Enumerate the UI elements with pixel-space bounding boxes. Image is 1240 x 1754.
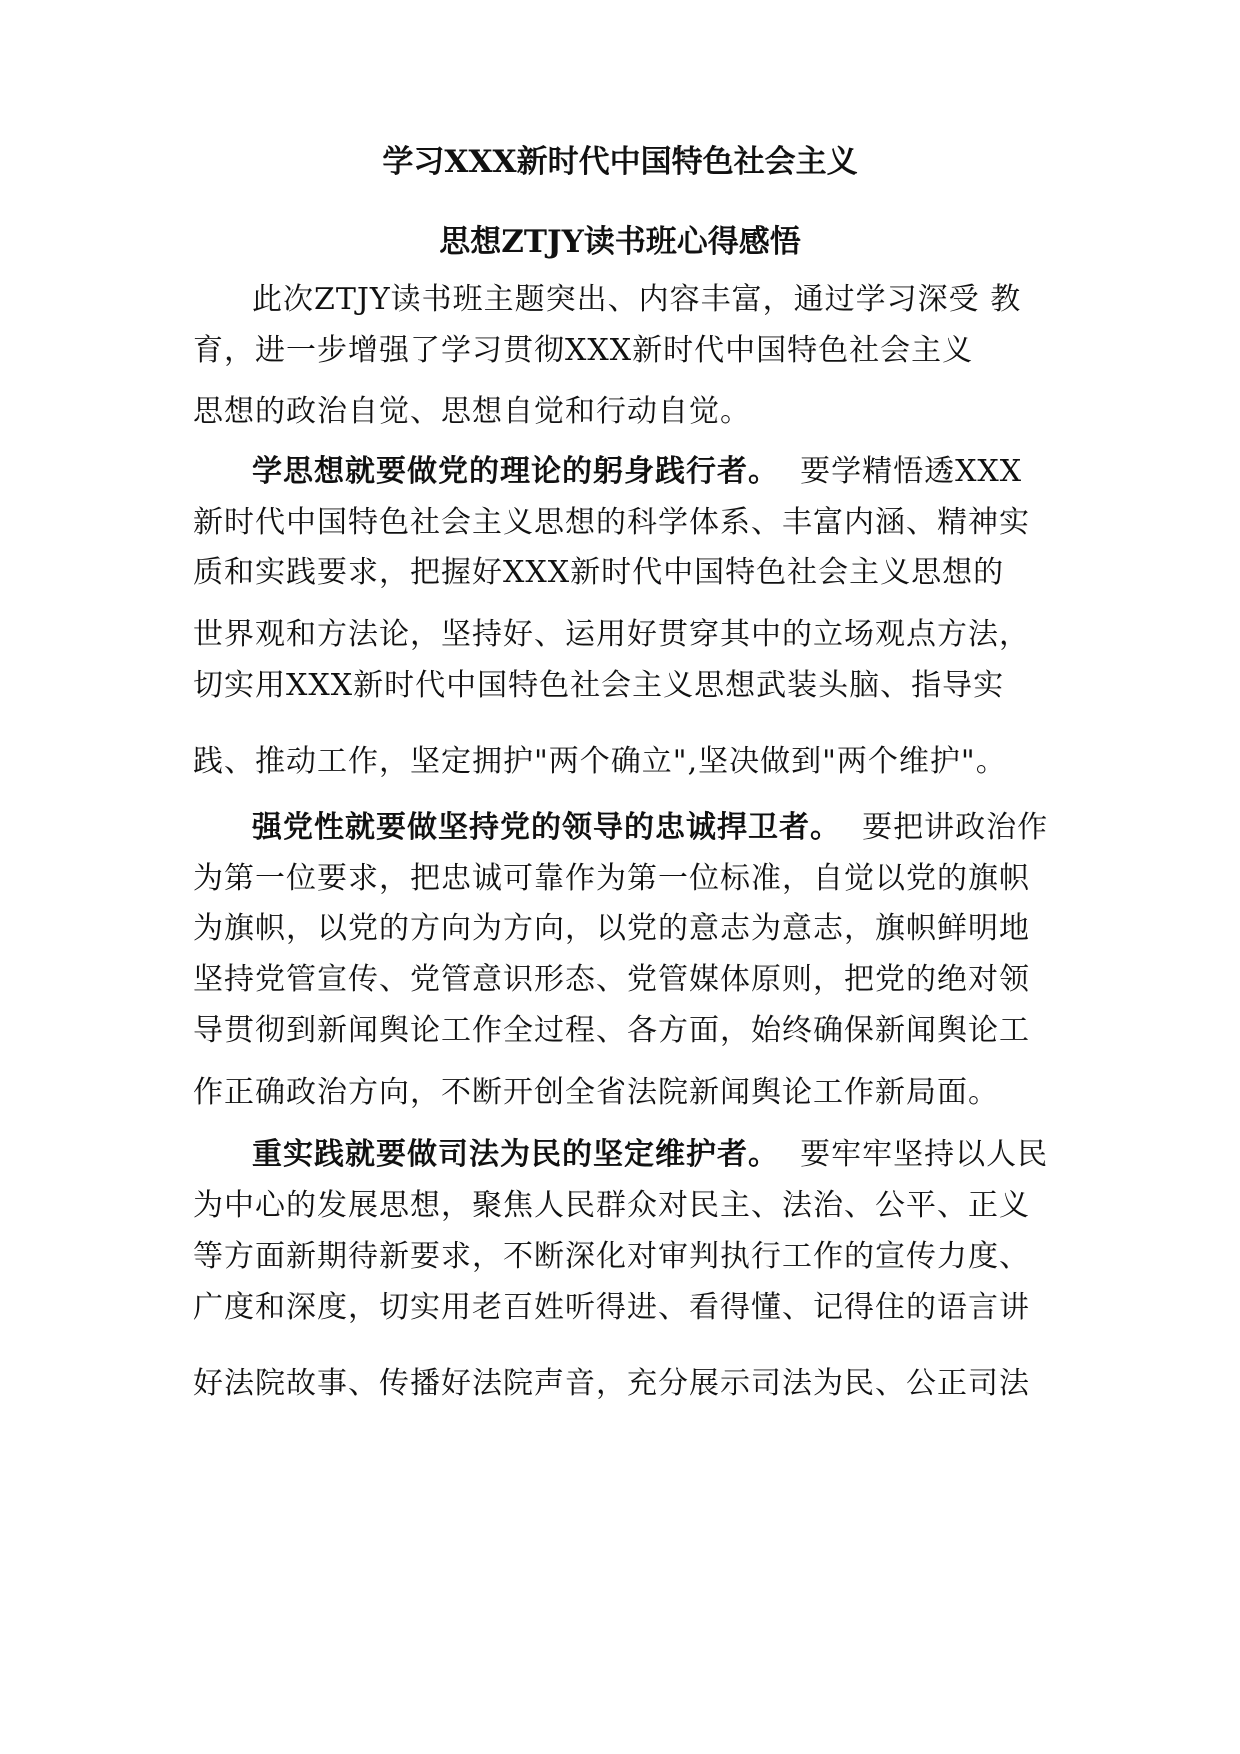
section1-line-3: 质和实践要求，把握好XXX新时代中国特色社会主义思想的: [193, 555, 1005, 590]
document-title-line-1: 学习XXX新时代中国特色社会主义: [382, 144, 858, 180]
document-title-line-2: 思想ZTJY读书班心得感悟: [439, 224, 801, 260]
intro-line-3: 思想的政治自觉、思想自觉和行动自觉。: [193, 394, 751, 429]
section2-line-4: 坚持党管宣传、党管意识形态、党管媒体原则，把党的绝对领: [193, 962, 1030, 997]
section2-line-3: 为旗帜，以党的方向为方向，以党的意志为意志，旗帜鲜明地: [193, 911, 1030, 946]
section3-line-5: 好法院故事、传播好法院声音，充分展示司法为民、公正司法: [193, 1366, 1030, 1401]
section1-line-5: 切实用XXX新时代中国特色社会主义思想武装头脑、指导实: [193, 668, 1005, 703]
section1-first-line: [252, 452, 1022, 492]
section1-line-4: 世界观和方法论，坚持好、运用好贯穿其中的立场观点方法，: [193, 617, 1030, 652]
section3-first-rest: 要牢牢坚持以人民: [800, 1137, 1049, 1172]
section2-line-5: 导贯彻到新闻舆论工作全过程、各方面，始终确保新闻舆论工: [193, 1013, 1030, 1048]
section3-line-4: 广度和深度，切实用老百姓听得进、看得懂、记得住的语言讲: [193, 1290, 1030, 1325]
section3-first-line: [252, 1135, 1048, 1175]
section3-line-3: 等方面新期待新要求，不断深化对审判执行工作的宣传力度、: [193, 1239, 1030, 1274]
section3-heading: 重实践就要做司法为民的坚定维护者。: [252, 1137, 779, 1172]
section2-heading: 强党性就要做坚持党的领导的忠诚捍卫者。: [252, 810, 841, 845]
section2-line-2: 为第一位要求，把忠诚可靠作为第一位标准，自觉以党的旗帜: [193, 861, 1030, 896]
section2-line-6: 作正确政治方向，不断开创全省法院新闻舆论工作新局面。: [193, 1075, 999, 1110]
section1-line-6: 践、推动工作，坚定拥护"两个确立",坚决做到"两个维护"。: [193, 744, 1007, 779]
section1-first-rest: 要学精悟透XXX: [800, 454, 1023, 489]
intro-line-1: 此次ZTJY读书班主题突出、内容丰富，通过学习深受 教: [252, 282, 1022, 317]
section2-first-line: [252, 808, 1048, 848]
section2-first-rest: 要把讲政治作: [862, 810, 1049, 845]
section1-heading: 学思想就要做党的理论的躬身践行者。: [252, 454, 779, 489]
section1-line-2: 新时代中国特色社会主义思想的科学体系、丰富内涵、精神实: [193, 505, 1030, 540]
section3-line-2: 为中心的发展思想，聚焦人民群众对民主、法治、公平、正义: [193, 1188, 1030, 1223]
intro-line-2: 育，进一步增强了学习贯彻XXX新时代中国特色社会主义: [193, 333, 974, 368]
